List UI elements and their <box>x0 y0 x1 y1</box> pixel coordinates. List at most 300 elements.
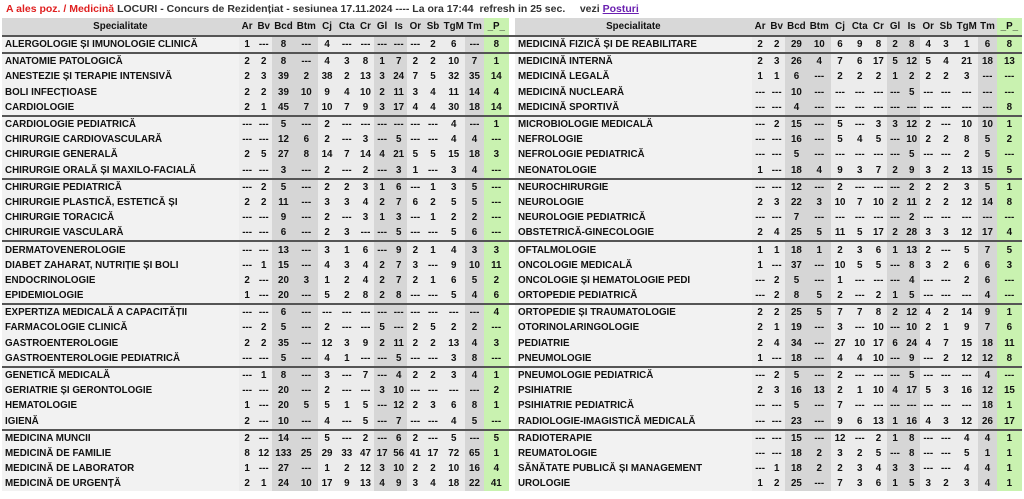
seat-count: 30 <box>442 100 465 116</box>
seat-count: 8 <box>903 36 920 53</box>
seat-count: 1 <box>752 163 769 179</box>
seat-count: 4 <box>978 367 997 383</box>
seat-count: 17 <box>997 414 1022 430</box>
seat-count: 1 <box>424 273 443 288</box>
seat-count: 2 <box>903 179 920 195</box>
seat-count: --- <box>870 273 887 288</box>
seat-count: --- <box>920 210 937 225</box>
seat-count: --- <box>407 414 424 430</box>
seat-count: --- <box>357 225 374 241</box>
specialty-name: NEUROLOGIE <box>515 195 752 210</box>
seat-count: 2 <box>239 195 256 210</box>
seat-count: 19 <box>785 320 808 335</box>
seat-count: 3 <box>484 336 509 351</box>
col-header-right: Btm <box>808 18 831 36</box>
seat-count: 2 <box>937 304 956 320</box>
seat-count: 2 <box>937 351 956 367</box>
seat-count: 1 <box>374 210 391 225</box>
seat-count: 7 <box>831 398 850 413</box>
seat-count: 8 <box>903 446 920 461</box>
seat-count: 2 <box>424 36 443 53</box>
seat-count: 5 <box>849 258 870 273</box>
seat-count: 2 <box>937 163 956 179</box>
seat-count: 1 <box>255 100 272 116</box>
seat-count: 26 <box>978 414 997 430</box>
seat-count: --- <box>424 414 443 430</box>
seat-count: 4 <box>997 225 1022 241</box>
seat-count: --- <box>997 69 1022 84</box>
seat-count: 1 <box>997 179 1022 195</box>
seat-count: 41 <box>407 446 424 461</box>
seat-count: --- <box>920 288 937 304</box>
seat-count: --- <box>768 414 785 430</box>
seat-count: 29 <box>318 446 337 461</box>
specialty-name: EPIDEMIOLOGIE <box>2 288 239 304</box>
seat-count: 7 <box>831 476 850 491</box>
seat-count: 9 <box>390 241 407 257</box>
seat-count: 6 <box>870 241 887 257</box>
seat-count: --- <box>831 210 850 225</box>
seat-count: 38 <box>318 69 337 84</box>
table-row <box>2 210 1022 225</box>
seat-count: --- <box>424 163 443 179</box>
seat-count: 14 <box>955 304 978 320</box>
col-header-left: Is <box>390 18 407 36</box>
seat-count: --- <box>357 304 374 320</box>
seat-count: 17 <box>870 225 887 241</box>
seat-count: 2 <box>255 320 272 335</box>
seat-count: 2 <box>955 273 978 288</box>
seat-count: --- <box>295 336 318 351</box>
seat-count: --- <box>831 100 850 116</box>
seat-count: 9 <box>831 414 850 430</box>
seat-count: 2 <box>424 336 443 351</box>
seat-count: 2 <box>239 476 256 491</box>
seat-count: 5 <box>424 147 443 162</box>
specialty-name: ORTOPEDIE PEDIATRICĂ <box>515 288 752 304</box>
table-row <box>2 258 1022 273</box>
seat-count: 22 <box>785 195 808 210</box>
seat-count: 18 <box>465 147 484 162</box>
seat-count: --- <box>752 147 769 162</box>
seat-count: 26 <box>785 53 808 69</box>
seat-count: 2 <box>407 336 424 351</box>
col-header-right: Cr <box>870 18 887 36</box>
seat-count: 10 <box>295 476 318 491</box>
seat-count: 2 <box>424 53 443 69</box>
seat-count: 3 <box>831 446 850 461</box>
seat-count: 3 <box>768 53 785 69</box>
seat-count: --- <box>255 132 272 147</box>
seat-count: --- <box>357 116 374 132</box>
seat-count: 5 <box>357 414 374 430</box>
seat-count: 1 <box>374 179 391 195</box>
table-row <box>2 367 1022 383</box>
seat-count: 1 <box>887 288 904 304</box>
seat-count: 10 <box>978 116 997 132</box>
seat-count: 2 <box>318 132 337 147</box>
seat-count: --- <box>997 367 1022 383</box>
seat-count: 5 <box>978 179 997 195</box>
seat-count: --- <box>295 288 318 304</box>
seat-count: 3 <box>374 461 391 476</box>
seat-count: --- <box>887 446 904 461</box>
seat-count: 13 <box>442 336 465 351</box>
seat-count: 6 <box>295 132 318 147</box>
seat-count: --- <box>336 383 357 398</box>
seat-count: 4 <box>484 304 509 320</box>
seat-count: --- <box>849 147 870 162</box>
seat-count: --- <box>955 398 978 413</box>
seat-count: 10 <box>808 36 831 53</box>
col-header-left: Specialitate <box>2 18 239 36</box>
seat-count: 4 <box>318 414 337 430</box>
seat-count: 12 <box>903 116 920 132</box>
seat-count: 1 <box>255 476 272 491</box>
seat-count: 4 <box>831 351 850 367</box>
seat-count: 3 <box>390 210 407 225</box>
seat-count: --- <box>295 351 318 367</box>
seat-count: 2 <box>336 273 357 288</box>
specialty-name: ORTOPEDIE ȘI TRAUMATOLOGIE <box>515 304 752 320</box>
seat-count: 4 <box>937 53 956 69</box>
specialty-name: CHIRURGIE GENERALĂ <box>2 147 239 162</box>
seat-count: 4 <box>442 414 465 430</box>
seat-count: 6 <box>272 225 295 241</box>
col-header-right: Is <box>903 18 920 36</box>
seat-count: 1 <box>997 461 1022 476</box>
seat-count: --- <box>295 179 318 195</box>
table-row <box>2 383 1022 398</box>
seat-count: 1 <box>997 304 1022 320</box>
seat-count: 3 <box>484 241 509 257</box>
seat-count: 4 <box>955 430 978 446</box>
seat-count: 11 <box>997 336 1022 351</box>
table-row <box>2 336 1022 351</box>
seat-count: 16 <box>465 461 484 476</box>
seat-count: 2 <box>442 210 465 225</box>
seat-count: 5 <box>318 288 337 304</box>
seat-count: 12 <box>390 398 407 413</box>
seat-count: 2 <box>831 367 850 383</box>
seat-count: --- <box>318 304 337 320</box>
seat-count: 1 <box>424 241 443 257</box>
specialty-name: CARDIOLOGIE <box>2 100 239 116</box>
col-header-left: Cj <box>318 18 337 36</box>
seat-count: 27 <box>272 461 295 476</box>
seat-count: 5 <box>424 320 443 335</box>
seat-count: 2 <box>255 179 272 195</box>
table-row <box>2 69 1022 84</box>
seat-count: 13 <box>997 53 1022 69</box>
col-header-right: Specialitate <box>515 18 752 36</box>
seat-count: 4 <box>920 336 937 351</box>
seat-count: 9 <box>318 85 337 100</box>
seat-count: 12 <box>255 446 272 461</box>
seat-count: 2 <box>752 383 769 398</box>
col-header-left: Tm <box>465 18 484 36</box>
seat-count: --- <box>336 163 357 179</box>
col-header-right: Cta <box>849 18 870 36</box>
seat-count: 2 <box>465 320 484 335</box>
seat-count: 2 <box>374 273 391 288</box>
seat-count: --- <box>752 414 769 430</box>
seat-count: 6 <box>978 273 997 288</box>
seat-count: 2 <box>752 225 769 241</box>
table-row <box>2 461 1022 476</box>
seat-count: 14 <box>484 69 509 84</box>
seat-count: --- <box>887 398 904 413</box>
seat-count: 3 <box>920 225 937 241</box>
seat-count: 2 <box>920 320 937 335</box>
seat-count: 5 <box>903 367 920 383</box>
seat-count: 8 <box>903 430 920 446</box>
seat-count: --- <box>407 351 424 367</box>
seat-count: --- <box>937 430 956 446</box>
seat-count: --- <box>295 414 318 430</box>
seat-count: --- <box>752 367 769 383</box>
seat-count: --- <box>808 132 831 147</box>
seat-count: 1 <box>887 476 904 491</box>
table-row <box>2 398 1022 413</box>
seat-count: 11 <box>272 195 295 210</box>
seat-count: 10 <box>870 351 887 367</box>
seat-count: 3 <box>318 367 337 383</box>
seat-count: 4 <box>357 195 374 210</box>
seat-count: 2 <box>318 179 337 195</box>
seat-count: --- <box>955 288 978 304</box>
seat-count: 17 <box>424 446 443 461</box>
seat-count: --- <box>239 320 256 335</box>
seat-count: 12 <box>903 304 920 320</box>
seat-count: --- <box>465 430 484 446</box>
table-row <box>2 476 1022 491</box>
seat-count: 4 <box>424 85 443 100</box>
seat-count: --- <box>887 210 904 225</box>
seat-count: 1 <box>239 36 256 53</box>
seat-count: 72 <box>442 446 465 461</box>
seat-count: 1 <box>484 398 509 413</box>
seat-count: 2 <box>768 304 785 320</box>
specialty-name: MEDICINĂ NUCLEARĂ <box>515 85 752 100</box>
seat-count: --- <box>768 179 785 195</box>
seat-count: --- <box>255 116 272 132</box>
seat-count: 21 <box>955 53 978 69</box>
seat-count: 8 <box>997 195 1022 210</box>
seat-count: 27 <box>831 336 850 351</box>
seat-count: 5 <box>442 288 465 304</box>
seat-count: 1 <box>424 210 443 225</box>
seat-count: 3 <box>407 476 424 491</box>
seat-count: 2 <box>318 163 337 179</box>
seat-count: 1 <box>997 398 1022 413</box>
seat-count: --- <box>374 116 391 132</box>
seat-count: 3 <box>870 116 887 132</box>
seat-count: 4 <box>318 258 337 273</box>
specialty-name: CHIRURGIE PLASTICĂ, ESTETICĂ ȘI <box>2 195 239 210</box>
seat-count: --- <box>295 225 318 241</box>
seat-count: 3 <box>849 241 870 257</box>
seat-count: --- <box>336 430 357 446</box>
seat-count: 5 <box>978 132 997 147</box>
seat-count: 20 <box>272 273 295 288</box>
seat-count: --- <box>295 210 318 225</box>
seat-count: --- <box>870 179 887 195</box>
seat-count: 6 <box>442 273 465 288</box>
seat-count: 18 <box>978 336 997 351</box>
seat-count: 6 <box>955 258 978 273</box>
seat-count: --- <box>374 398 391 413</box>
seat-count: 17 <box>903 383 920 398</box>
seat-count: 5 <box>374 320 391 335</box>
seat-count: 2 <box>239 69 256 84</box>
seat-count: 21 <box>390 147 407 162</box>
seat-count: 13 <box>955 163 978 179</box>
seat-count: --- <box>937 116 956 132</box>
seat-count: --- <box>808 414 831 430</box>
specialty-name: PSIHIATRIE PEDIATRICĂ <box>515 398 752 413</box>
seat-count: 25 <box>785 476 808 491</box>
seat-count: 2 <box>937 476 956 491</box>
seat-count: --- <box>887 320 904 335</box>
seat-count: 6 <box>465 225 484 241</box>
seat-count: 5 <box>785 367 808 383</box>
col-header-left: Or <box>407 18 424 36</box>
seat-count: --- <box>849 398 870 413</box>
specialty-name: CARDIOLOGIE PEDIATRICĂ <box>2 116 239 132</box>
seat-count: --- <box>295 304 318 320</box>
specialty-name: GERIATRIE ȘI GERONTOLOGIE <box>2 383 239 398</box>
seat-count: 5 <box>255 147 272 162</box>
seat-count: --- <box>808 100 831 116</box>
seat-count: --- <box>831 147 850 162</box>
seat-count: 5 <box>465 414 484 430</box>
seat-count: 2 <box>336 461 357 476</box>
seat-count: 10 <box>903 132 920 147</box>
seat-count: --- <box>920 461 937 476</box>
seat-count: --- <box>752 430 769 446</box>
seat-count: 11 <box>390 85 407 100</box>
seat-count: 2 <box>937 132 956 147</box>
seat-count: 10 <box>870 383 887 398</box>
seat-count: 10 <box>785 85 808 100</box>
seat-count: 15 <box>955 336 978 351</box>
seat-count: 4 <box>768 336 785 351</box>
header-row <box>2 18 1022 36</box>
seat-count: 7 <box>978 320 997 335</box>
seat-count: 7 <box>390 273 407 288</box>
seat-count: 15 <box>785 116 808 132</box>
seat-count: 3 <box>407 85 424 100</box>
seat-count: 17 <box>978 225 997 241</box>
posturi-link[interactable]: Posturi <box>602 3 639 15</box>
seat-count: --- <box>374 367 391 383</box>
seat-count: 39 <box>272 69 295 84</box>
seat-count: 3 <box>955 179 978 195</box>
seat-count: --- <box>920 351 937 367</box>
seat-count: 2 <box>357 163 374 179</box>
seat-count: 4 <box>768 225 785 241</box>
seat-count: 13 <box>870 414 887 430</box>
seat-count: 12 <box>272 132 295 147</box>
seat-count: 2 <box>768 288 785 304</box>
seat-count: 4 <box>390 367 407 383</box>
table-row <box>2 225 1022 241</box>
seat-count: 2 <box>768 36 785 53</box>
seat-count: 16 <box>903 414 920 430</box>
seat-count: 2 <box>336 179 357 195</box>
seat-count: 2 <box>997 132 1022 147</box>
seat-count: --- <box>808 476 831 491</box>
seat-count: 7 <box>978 241 997 257</box>
seat-count: 3 <box>336 336 357 351</box>
seat-count: 2 <box>768 476 785 491</box>
seat-count: 3 <box>849 461 870 476</box>
seat-count: 12 <box>978 383 997 398</box>
specialty-name: OBSTETRICĂ-GINECOLOGIE <box>515 225 752 241</box>
seat-count: 1 <box>849 383 870 398</box>
seat-count: 10 <box>465 258 484 273</box>
seat-count: 2 <box>484 383 509 398</box>
seat-count: 3 <box>336 195 357 210</box>
col-header-right: Ar <box>752 18 769 36</box>
seat-count: --- <box>407 225 424 241</box>
seat-count: --- <box>407 288 424 304</box>
col-header-left: Sb <box>424 18 443 36</box>
seat-count: 2 <box>318 116 337 132</box>
seat-count: --- <box>374 241 391 257</box>
seat-count: --- <box>752 179 769 195</box>
seat-count: 4 <box>849 351 870 367</box>
seat-count: 2 <box>255 195 272 210</box>
specialty-name: GASTROENTEROLOGIE PEDIATRICĂ <box>2 351 239 367</box>
seat-count: 1 <box>831 273 850 288</box>
specialty-name: DIABET ZAHARAT, NUTRIȚIE ȘI BOLI <box>2 258 239 273</box>
table-row <box>2 100 1022 116</box>
specialty-name: SĂNĂTATE PUBLICĂ ȘI MANAGEMENT <box>515 461 752 476</box>
seat-count: 3 <box>937 414 956 430</box>
seat-count: 18 <box>785 163 808 179</box>
seat-count: --- <box>484 414 509 430</box>
seat-count: 1 <box>997 446 1022 461</box>
seat-count: 5 <box>785 398 808 413</box>
seat-count: --- <box>808 179 831 195</box>
seat-count: --- <box>997 288 1022 304</box>
seat-count: 23 <box>785 414 808 430</box>
seat-count: --- <box>295 383 318 398</box>
seat-count: --- <box>239 258 256 273</box>
seat-count: 8 <box>997 100 1022 116</box>
seat-count: --- <box>887 85 904 100</box>
seat-count: 8 <box>785 288 808 304</box>
specialty-name: ONCOLOGIE MEDICALĂ <box>515 258 752 273</box>
seat-count: 9 <box>831 163 850 179</box>
seat-count: 5 <box>272 351 295 367</box>
seat-count: 2 <box>831 288 850 304</box>
seat-count: --- <box>390 304 407 320</box>
seat-count: 2 <box>318 383 337 398</box>
seat-count: 8 <box>903 258 920 273</box>
seat-count: 3 <box>374 69 391 84</box>
seat-count: 1 <box>484 446 509 461</box>
seat-count: 2 <box>239 53 256 69</box>
seat-count: --- <box>937 288 956 304</box>
seat-count: 2 <box>887 225 904 241</box>
seat-count: 2 <box>752 336 769 351</box>
specialty-name: EXPERTIZA MEDICALĂ A CAPACITĂȚII <box>2 304 239 320</box>
seat-count: --- <box>374 351 391 367</box>
seat-count: 2 <box>407 53 424 69</box>
